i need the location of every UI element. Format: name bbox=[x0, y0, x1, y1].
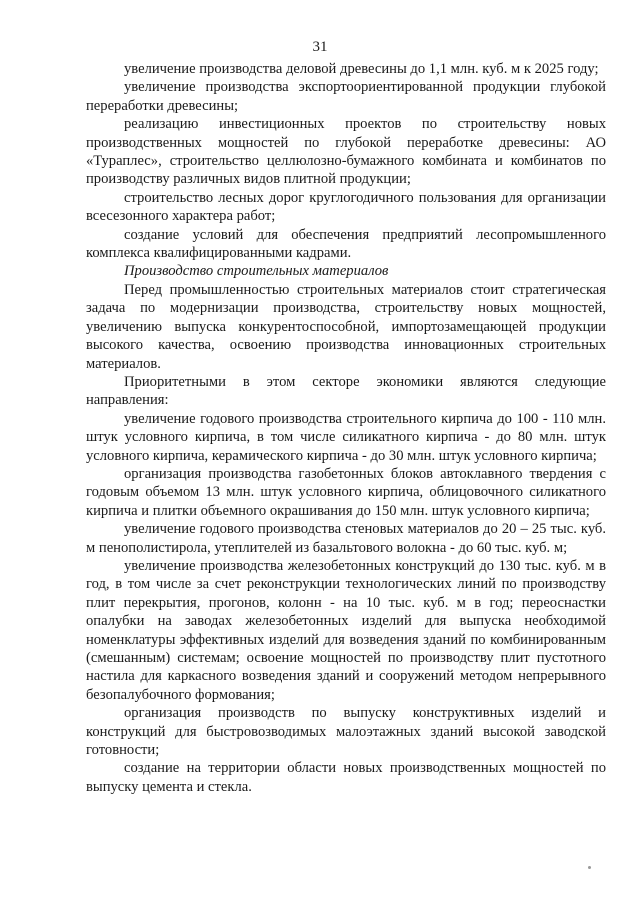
paragraph: увеличение производства железобетонных конструкций до 130 тыс. куб. м в год, в том числе за счет реконструкции технологических линий по производству плит перекрытия, прогонов, колонн - на 10 тыс. куб. м в год; переоснастки опалубки на заводах железобетонных изделий для выпуска необходимой номенклатуры эффективных изделий для возведения зданий по комбинированным (смешанным) системам; освоение мощностей по производству плит пустотного настила для каркасного возведения зданий и сооружений методом непрерывного безопалубочного формования; bbox=[86, 557, 606, 703]
paragraph: организация производств по выпуску конструктивных изделий и конструкций для быстровозводимых малоэтажных зданий высокой заводской готовности; bbox=[86, 705, 606, 759]
paragraph: увеличение годового производства стеновых материалов до 20 – 25 тыс. куб. м пенополистирола, утеплителей из базальтового волокна - до 60 тыс. куб. м; bbox=[86, 521, 606, 556]
paragraph: строительство лесных дорог круглогодичного пользования для организации всесезонного характера работ; bbox=[86, 189, 606, 225]
page-number: 31 bbox=[312, 39, 328, 55]
scan-speck bbox=[588, 866, 591, 869]
paragraph: Приоритетными в этом секторе экономики являются следующие направления: bbox=[86, 373, 606, 409]
paragraph: Перед промышленностью строительных материалов стоит стратегическая задача по модернизации производства, строительству новых мощностей, увеличению выпуска конкурентоспособной, импортозамещающей продукции высокого качества, освоению производства инновационных строительных материалов. bbox=[86, 281, 606, 372]
document-body bbox=[86, 60, 606, 796]
paragraph: создание на территории области новых производственных мощностей по выпуску цемента и стекла. bbox=[86, 760, 606, 795]
paragraph: увеличение производства деловой древесины до 1,1 млн. куб. м к 2025 году; bbox=[124, 61, 599, 77]
paragraph: увеличение производства экспортоориентированной продукции глубокой переработки древесины; bbox=[86, 79, 606, 114]
section-heading: Производство строительных материалов bbox=[124, 263, 389, 280]
paragraph: организация производства газобетонных блоков автоклавного твердения с годовым объемом 13 млн. штук условного кирпича, облицовочного силикатного кирпича и плитки объемного окрашивания до 150 млн. штук условного кирпича; bbox=[86, 465, 606, 519]
paragraph: создание условий для обеспечения предприятий лесопромышленного комплекса квалифицированными кадрами. bbox=[86, 226, 606, 262]
paragraph: реализацию инвестиционных проектов по строительству новых производственных мощностей по глубокой переработке древесины: АО «Тураплес», строительство целлюлозно-бумажного комбината и комбинатов по производству различных видов плитной продукции; bbox=[86, 116, 606, 188]
paragraph: увеличение годового производства строительного кирпича до 100 - 110 млн. штук условного кирпича, в том числе силикатного кирпича - до 80 млн. штук условного кирпича, керамического кирпича - до 30 млн. штук условного кирпича; bbox=[86, 410, 606, 464]
